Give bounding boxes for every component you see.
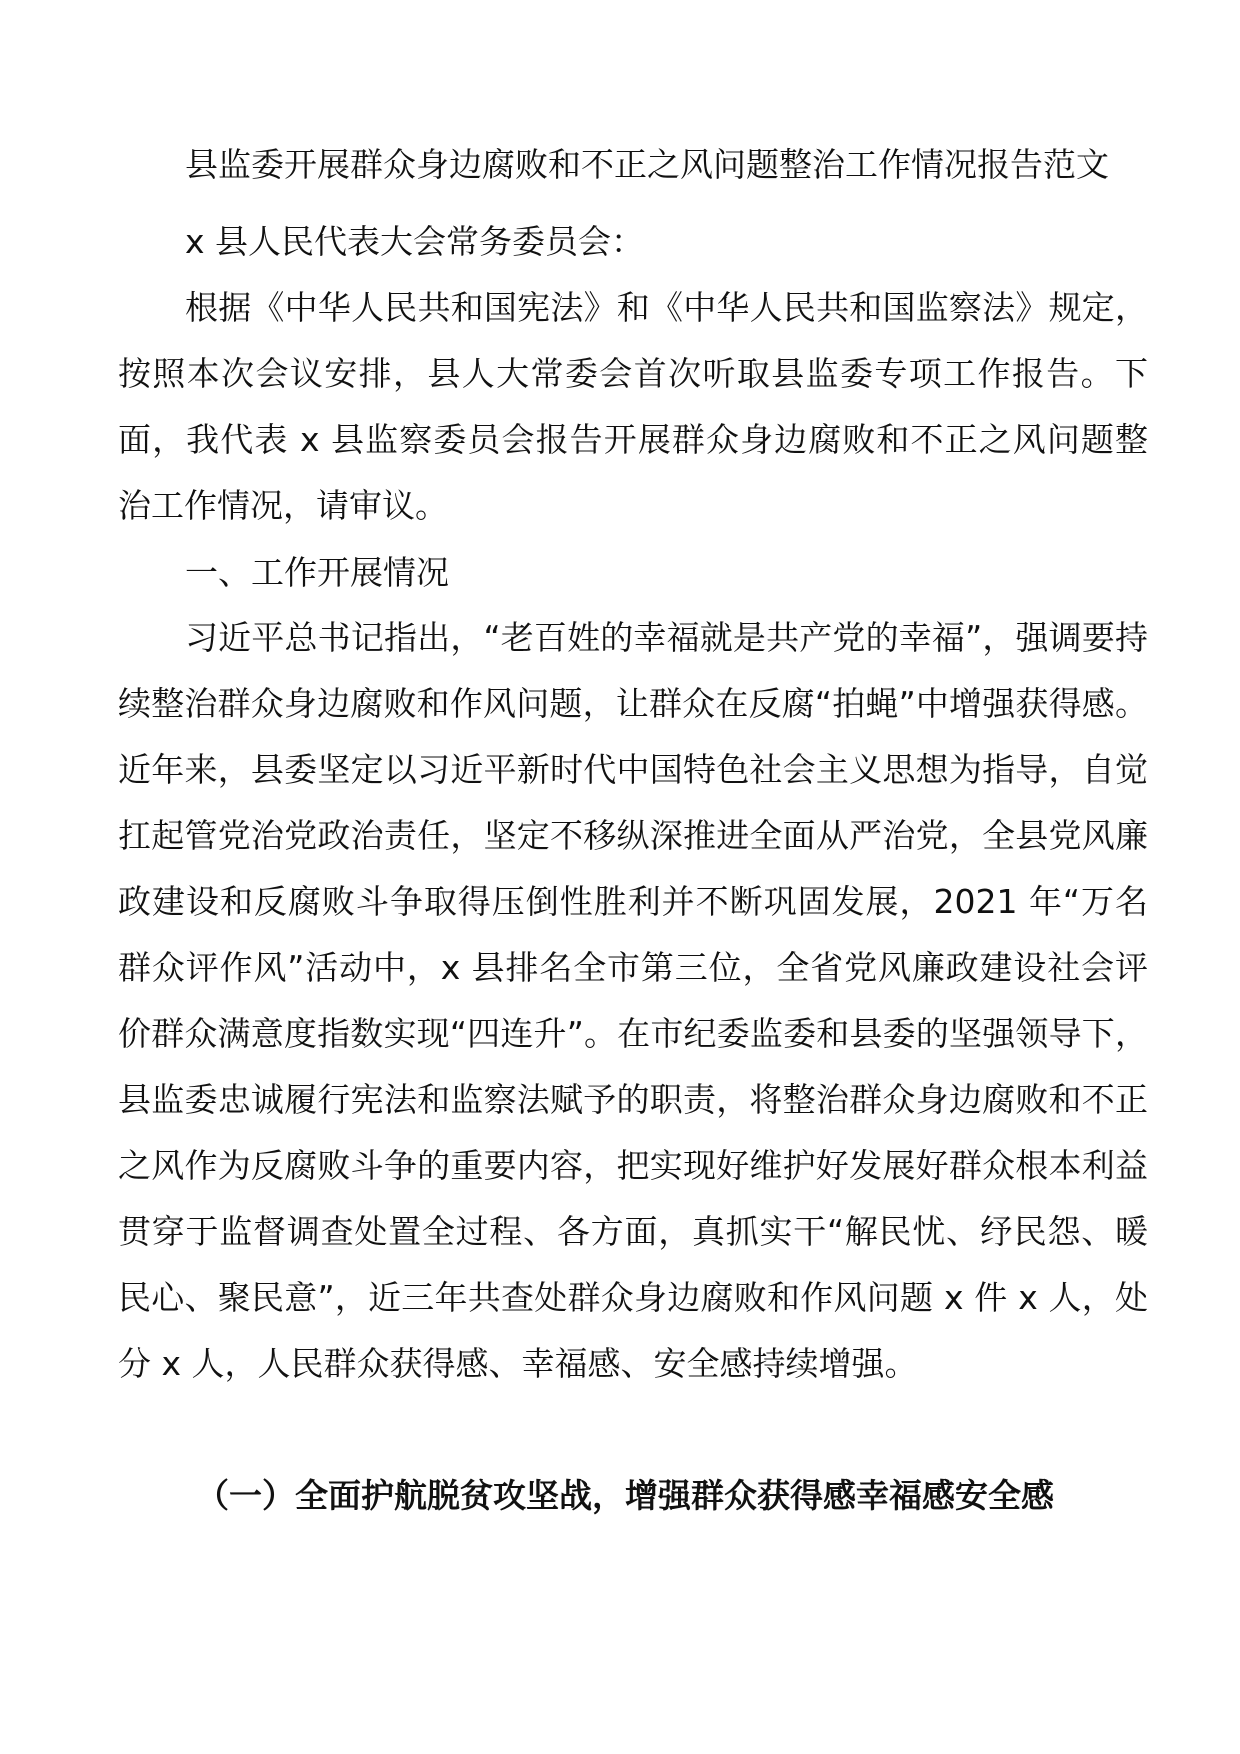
addressee-line: x 县人民代表大会常务委员会：	[185, 222, 645, 261]
body-paragraph: 习近平总书记指出，“老百姓的幸福就是共产党的幸福”，强调要持续整治群众身边腐败和作风问题，让群众在反腐“拍蝇”中增强获得感。近年来，县委坚定以习近平新时代中国特色社会主义思想为指导，自觉扛起管党治党政治责任，坚定不移纵深推进全面从严治党，全县党风廉政建设和反腐败斗争取得压倒性胜利并不断巩固发展，2021 年“万名群众评作风”活动中，x 县排名全市第三位，全省党风廉政建设社会评价群众满意度指数实现“四连升”。在市纪委监委和县委的坚强领导下，县监委忠诚履行宪法和监察法赋予的职责，将整治群众身边腐败和不正之风作为反腐败斗争的重要内容，把实现好维护好发展好群众根本利益贯穿于监督调查处置全过程、各方面，真抓实干“解民忧、纾民怨、暖民心、聚民意”，近三年共查处群众身边腐败和作风问题 x 件 x 人，处分 x 人，人民群众获得感、幸福感、安全感持续增强。	[118, 618, 1148, 1383]
opening-paragraph: 根据《中华人民共和国宪法》和《中华人民共和国监察法》规定，按照本次会议安排，县人大常委会首次听取县监委专项工作报告。下面，我代表 x 县监察委员会报告开展群众身边腐败和不正之风问题整治工作情况，请审议。	[118, 288, 1148, 525]
document-title: 县监委开展群众身边腐败和不正之风问题整治工作情况报告范文	[185, 145, 1109, 184]
subsection-heading: （一）全面护航脱贫攻坚战，增强群众获得感幸福感安全感	[196, 1476, 1054, 1515]
section-heading: 一、工作开展情况	[185, 553, 449, 592]
